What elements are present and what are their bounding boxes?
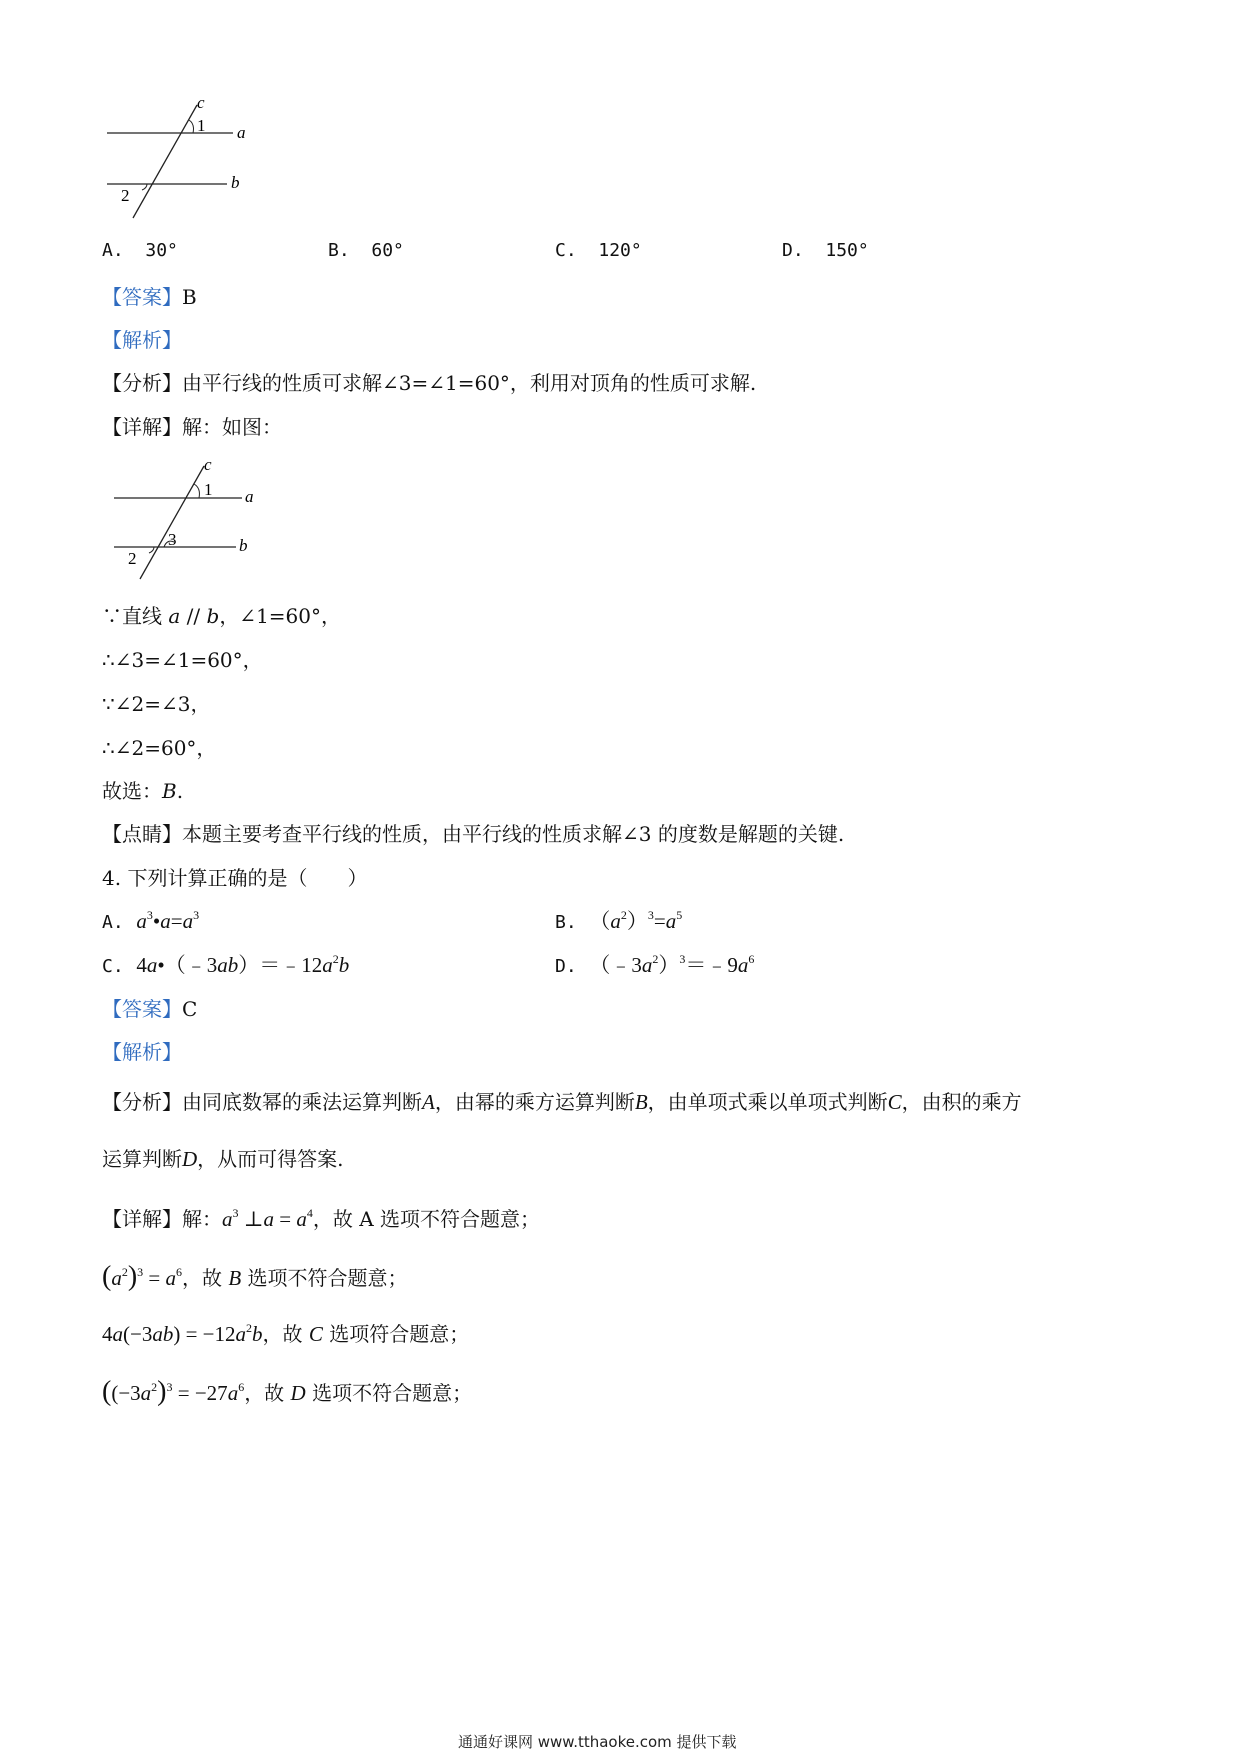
parallel-lines-figure-2	[112, 458, 272, 583]
q4-detail-line-4: ($(-3a^2)^3 = -27a^6$，故 D 选项不符合题意；	[102, 1376, 473, 1407]
step-1: ∵直线 a // b，∠1=60°，	[102, 604, 342, 628]
q4-title: 4. 下列计算正确的是（ ）	[102, 866, 368, 890]
q4-option-c: C. $4a•(﹣3ab)=﹣12a^2b$	[102, 952, 350, 977]
q4-analysis-line-1: 【分析】由同底数幂的乘法运算判断A，由幂的乘方运算判断B，由单项式乘以单项式判断C，由积的乘方	[102, 1090, 1022, 1114]
q4-option-d: D. $(﹣3a^2)^3=﹣9a^6$	[555, 952, 755, 977]
line-a-label: a	[237, 123, 246, 142]
step-5: 故选：B.	[102, 779, 184, 803]
line-c-label: c	[197, 100, 205, 112]
line-c-label: c	[204, 458, 212, 474]
q4-detail-line-3: $4a(-3ab) = -12a^2b$，故 C 选项符合题意；	[102, 1321, 470, 1346]
q4-detail-line-2: $(a^2)^3 = a^6$，故 B 选项不符合题意；	[102, 1261, 408, 1292]
angle-2-label: 2	[128, 549, 137, 568]
q3-analysis: 【分析】由平行线的性质可求解∠3=∠1=60°，利用对顶角的性质可求解.	[102, 371, 757, 395]
angle-2-label: 2	[121, 186, 130, 205]
option-c: C. 120°	[555, 240, 642, 261]
step-4: ∴∠2=60°，	[102, 736, 217, 760]
option-a: A. 30°	[102, 240, 178, 261]
q4-option-a: A. $a^3•a=a^3$	[102, 908, 200, 933]
page-footer: 通通好课网 www.tthaoke.com 提供下载	[458, 1733, 737, 1751]
q4-detail-line-1: 【详解】解：$a^3$ ⊥a = $a^4$，故 A 选项不符合题意；	[102, 1206, 541, 1231]
q4-option-b: B. $(a^2)^3=a^5$	[555, 908, 683, 933]
angle-3-label: 3	[168, 530, 177, 549]
parallel-lines-figure-1	[105, 100, 265, 225]
option-b: B. 60°	[328, 240, 404, 261]
q3-analysis-tag: 【解析】	[102, 328, 182, 352]
q3-comment: 【点睛】本题主要考查平行线的性质，由平行线的性质求解∠3 的度数是解题的关键.	[102, 822, 845, 846]
step-2: ∴∠3=∠1=60°，	[102, 648, 263, 672]
q3-answer: 【答案】B	[102, 285, 197, 309]
q3-detail-intro: 【详解】解：如图：	[102, 415, 282, 439]
q4-analysis-line-2: 运算判断D，从而可得答案.	[102, 1147, 344, 1171]
q4-answer: 【答案】C	[102, 997, 198, 1021]
option-d: D. 150°	[782, 240, 869, 261]
angle-1-label: 1	[197, 116, 206, 135]
step-3: ∵∠2=∠3，	[102, 692, 211, 716]
line-b-label: b	[231, 173, 240, 192]
q4-analysis-tag: 【解析】	[102, 1040, 182, 1064]
line-a-label: a	[245, 487, 254, 506]
angle-1-label: 1	[204, 480, 213, 499]
line-b-label: b	[239, 536, 248, 555]
